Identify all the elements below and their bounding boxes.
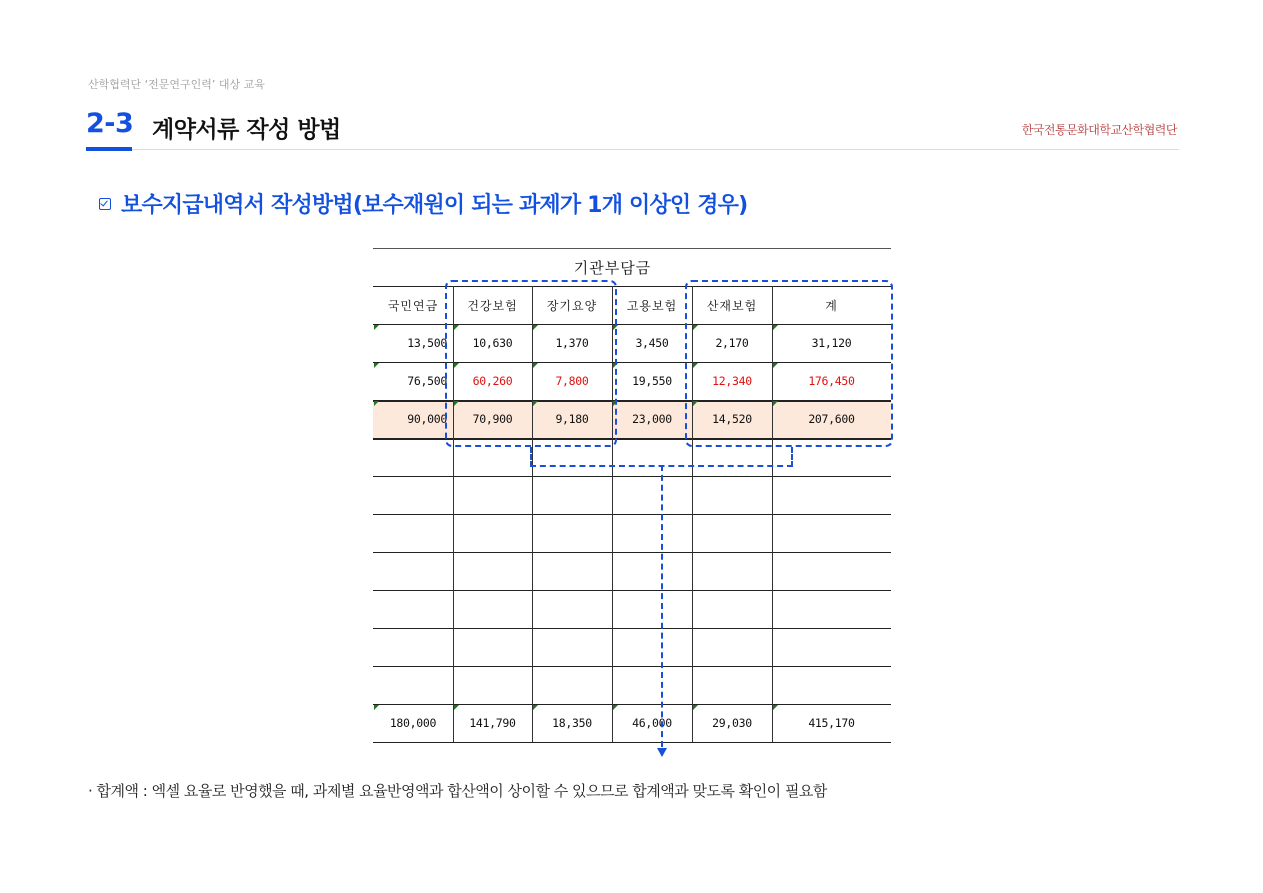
column-header: 장기요양	[546, 298, 598, 313]
highlight-box-accident	[685, 280, 893, 447]
total-cell: 415,170	[808, 716, 855, 730]
arrow-down-icon	[657, 748, 667, 757]
total-cell: 46,000	[632, 716, 672, 730]
data-cell: 12,340	[712, 374, 752, 388]
cell-comment-marker	[773, 705, 778, 710]
data-cell: 19,550	[632, 374, 672, 388]
group-header: 기관부담금	[573, 258, 652, 277]
content-heading	[99, 188, 747, 219]
cell-comment-marker	[374, 363, 379, 368]
data-cell: 1,370	[555, 336, 589, 350]
total-cell: 29,030	[712, 716, 752, 730]
data-cell: 14,520	[712, 412, 752, 426]
highlight-box-health	[445, 280, 617, 447]
data-cell: 60,260	[472, 374, 513, 388]
cell-comment-marker	[374, 705, 379, 710]
cell-comment-marker	[374, 401, 379, 406]
cell-comment-marker	[374, 325, 379, 330]
data-cell: 176,450	[808, 374, 855, 388]
grid-line-h	[373, 476, 891, 477]
data-cell: 76,500	[407, 374, 447, 388]
column-header: 국민연금	[387, 298, 439, 313]
section-title: 계약서류 작성 방법	[152, 117, 341, 143]
cell-comment-marker	[533, 705, 538, 710]
heading-text: 보수지급내역서 작성방법(보수재원이 되는 과제가 1개 이상인 경우)	[121, 193, 748, 218]
grid-line-h	[373, 628, 891, 629]
data-cell: 2,170	[715, 336, 749, 350]
total-cell: 18,350	[552, 716, 592, 730]
column-header: 고용보험	[626, 298, 678, 313]
footnote: · 합계액 : 엑셀 요율로 반영했을 때, 과제별 요율반영액과 합산액이 상이할 수 있으므로 합계액과 맞도록 확인이 필요함	[88, 782, 827, 800]
section-number: 2-3	[86, 108, 134, 139]
column-header: 산재보험	[706, 298, 758, 313]
grid-line-h	[373, 666, 891, 667]
deck-subtitle: 산학협력단 ‘전문연구인력’ 대상 교육	[88, 78, 265, 91]
spreadsheet-capture	[373, 248, 891, 742]
cell-comment-marker	[613, 705, 618, 710]
data-cell: 70,900	[472, 412, 513, 426]
grid-line-h	[373, 590, 891, 591]
header-divider	[86, 149, 1179, 150]
data-cell: 13,500	[407, 336, 447, 350]
data-cell: 7,800	[555, 374, 589, 388]
header-accent-bar	[86, 147, 132, 151]
brand-logo: 한국전통문화대학교산학협력단	[1021, 123, 1177, 137]
checkbox-icon	[99, 198, 111, 210]
data-cell: 31,120	[811, 336, 852, 350]
column-header: 건강보험	[467, 298, 518, 313]
connector-left	[530, 447, 532, 467]
total-cell: 180,000	[389, 716, 437, 730]
grid-line-h	[373, 514, 891, 515]
data-cell: 207,600	[808, 412, 855, 426]
column-header: 계	[825, 298, 838, 313]
grid-line-h	[373, 552, 891, 553]
cell-comment-marker	[454, 705, 459, 710]
grid-line-h	[373, 742, 891, 743]
data-cell: 23,000	[632, 412, 672, 426]
data-cell: 9,180	[555, 412, 589, 426]
data-cell: 10,630	[472, 336, 513, 350]
connector-down	[661, 465, 663, 747]
total-cell: 141,790	[469, 716, 516, 730]
data-cell: 90,000	[407, 412, 447, 426]
cell-comment-marker	[693, 705, 698, 710]
connector-right	[791, 447, 793, 467]
data-cell: 3,450	[635, 336, 669, 350]
